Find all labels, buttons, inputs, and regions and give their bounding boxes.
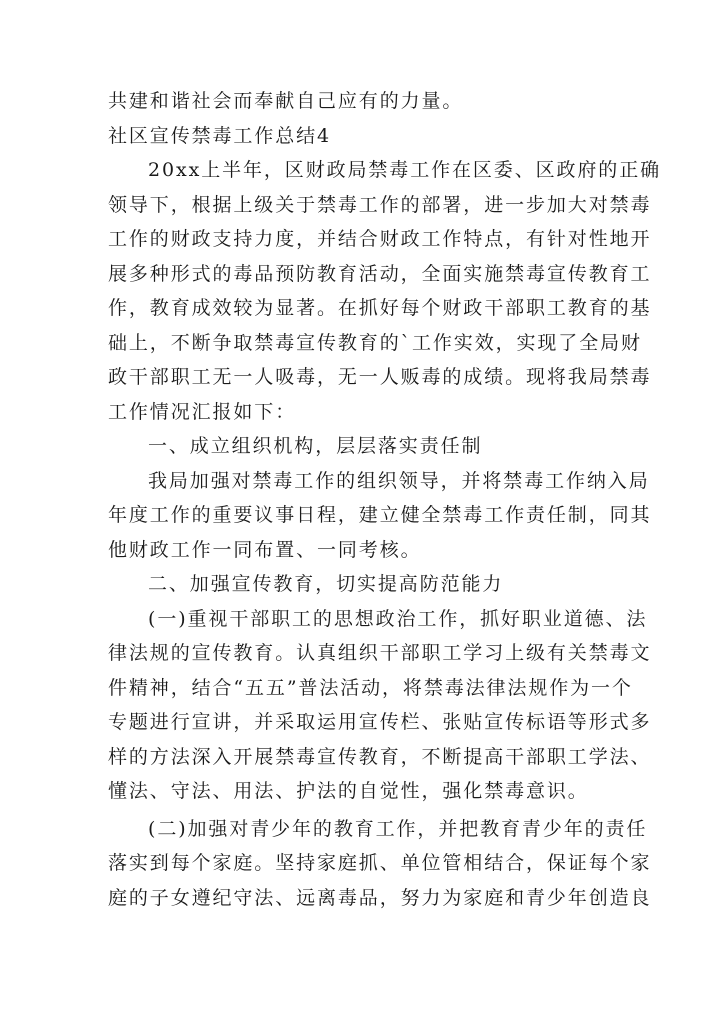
text-line: (一)重视干部职工的思想政治工作，抓好职业道德、法 xyxy=(148,607,648,630)
text-line: 作，教育成效较为显著。在抓好每个财政干部职工教育的基 xyxy=(108,297,652,319)
section-title: 社区宣传禁毒工作总结4 xyxy=(108,124,331,147)
text-line: 样的方法深入开展禁毒宣传教育，不断提高干部职工学法、 xyxy=(108,745,652,768)
text-line: 20xx上半年，区财政局禁毒工作在区委、区政府的正确 xyxy=(148,159,662,181)
text-line: 年度工作的重要议事日程，建立健全禁毒工作责任制，同其 xyxy=(108,504,652,526)
text-line: 庭的子女遵纪守法、远离毒品，努力为家庭和青少年创造良 xyxy=(108,886,652,909)
text-line: 专题进行宣讲，并采取运用宣传栏、张贴宣传标语等形式多 xyxy=(108,711,652,733)
text-line: 他财政工作一同布置、一同考核。 xyxy=(108,538,422,561)
text-line: (二)加强对青少年的教育工作，并把教育青少年的责任 xyxy=(148,817,648,840)
section-heading: 一、成立组织机构，层层落实责任制 xyxy=(148,435,483,457)
text-line: 政干部职工无一人吸毒，无一人贩毒的成绩。现将我局禁毒 xyxy=(108,366,652,388)
text-line: 共建和谐社会而奉献自己应有的力量。 xyxy=(108,90,464,112)
text-line: 展多种形式的毒品预防教育活动，全面实施禁毒宣传教育工 xyxy=(108,262,652,285)
text-line: 领导下，根据上级关于禁毒工作的部署，进一步加大对禁毒 xyxy=(108,193,652,216)
section-heading: 二、加强宣传教育，切实提高防范能力 xyxy=(148,573,504,595)
text-line: 落实到每个家庭。坚持家庭抓、单位管相结合，保证每个家 xyxy=(108,852,652,874)
text-line: 律法规的宣传教育。认真组织干部职工学习上级有关禁毒文 xyxy=(108,642,652,664)
text-line: 础上，不断争取禁毒宣传教育的`工作实效，实现了全局财 xyxy=(108,331,642,354)
text-line: 我局加强对禁毒工作的组织领导，并将禁毒工作纳入局 xyxy=(148,469,650,492)
document-body xyxy=(108,84,662,915)
text-line: 懂法、守法、用法、护法的自觉性，强化禁毒意识。 xyxy=(108,780,589,802)
text-line: 件精神，结合“五五”普法活动，将禁毒法律法规作为一个 xyxy=(108,676,633,699)
text-line: 工作情况汇报如下： xyxy=(108,400,297,423)
text-line: 工作的财政支持力度，并结合财政工作特点，有针对性地开 xyxy=(108,228,652,250)
